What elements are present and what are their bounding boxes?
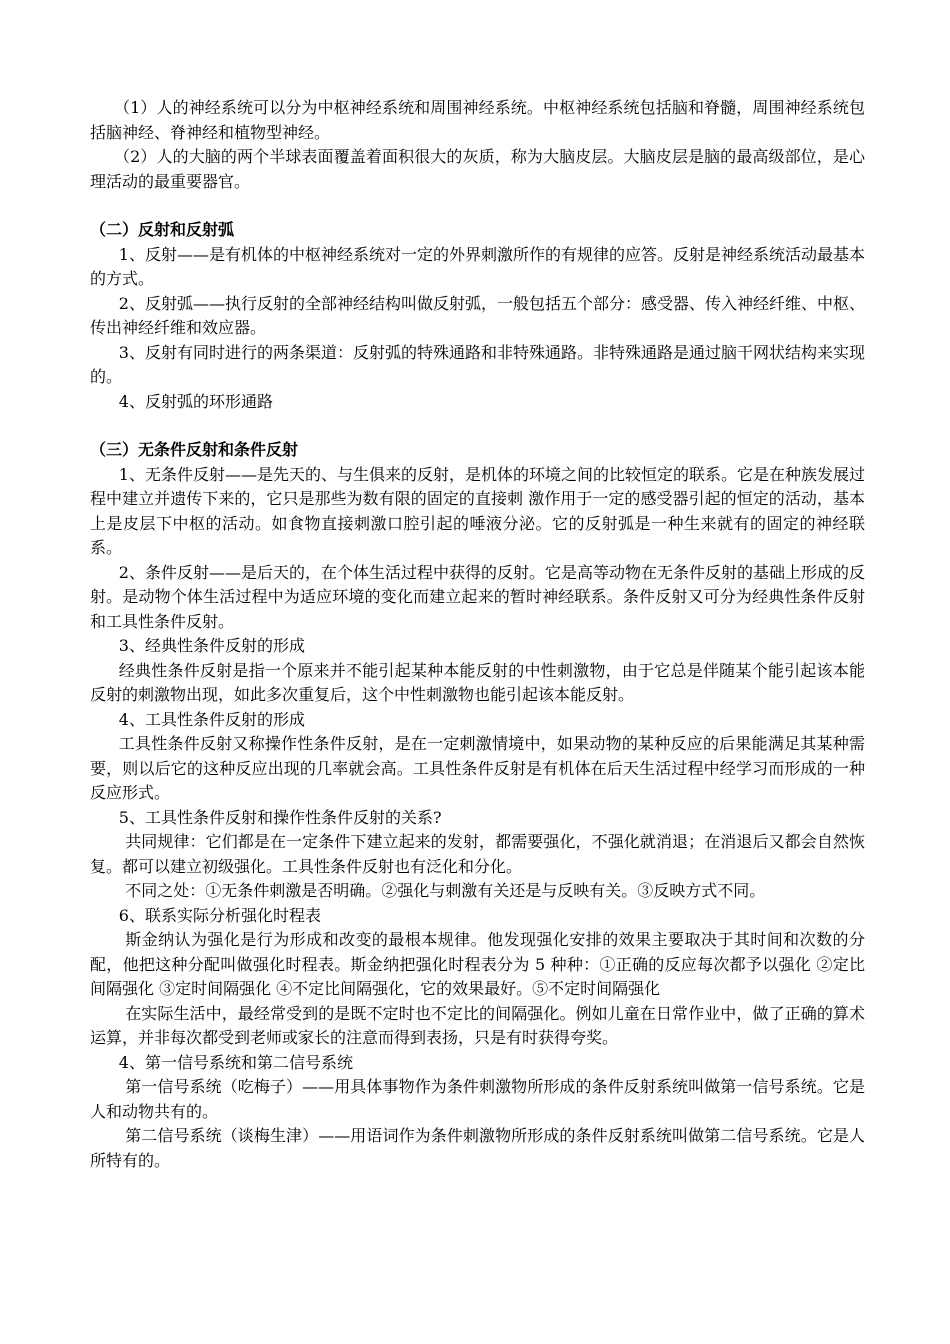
paragraph-reflex-definition: 1、反射——是有机体的中枢神经系统对一定的外界刺激所作的有规律的应答。反射是神经系统活动最基本的方式。 [90,244,865,288]
paragraph-conditioned-reflex: 2、条件反射——是后天的，在个体生活过程中获得的反射。它是高等动物在无条件反射的基础上形成的反射。是动物个体生活过程中为适应环境的变化而建立起来的暂时神经联系。条件反射又可分为经典性条件反射和工具性条件反射。 [90,562,865,631]
paragraph-operant-title: 4、工具性条件反射的形成 [118,709,305,729]
paragraph-classical-body: 经典性条件反射是指一个原来并不能引起某种本能反射的中性刺激物，由于它总是伴随某个能引起该本能反射的刺激物出现，如此多次重复后，这个中性刺激物也能引起该本能反射。 [90,660,865,704]
paragraph-relation-title: 5、工具性条件反射和操作性条件反射的关系? [118,807,442,827]
paragraph-operant-body: 工具性条件反射又称操作性条件反射，是在一定刺激情境中，如果动物的某种反应的后果能满足其某种需要，则以后它的这种反应出现的几率就会高。工具性条件反射是有机体在后天生活过程中经学习而形成的一种反应形式。 [90,734,865,802]
paragraph-nervous-system-division: （1）人的神经系统可以分为中枢神经系统和周围神经系统。中枢神经系统包括脑和脊髓，周围神经系统包括脑神经、脊神经和植物型神经。 [90,98,865,142]
section-heading-reflex-arc: （二）反射和反射弧 [90,220,235,239]
paragraph-first-signal-system: 第一信号系统（吃梅子）——用具体事物作为条件刺激物所形成的条件反射系统叫做第一信号系统。它是人和动物共有的。 [90,1077,865,1121]
paragraph-second-signal-system: 第二信号系统（谈梅生津）——用语词作为条件刺激物所形成的条件反射系统叫做第二信号系统。它是人所特有的。 [90,1126,865,1170]
spacer [90,194,865,218]
paragraph-reflex-loop: 4、反射弧的环形通路 [118,391,273,411]
paragraph-differences: 不同之处：①无条件刺激是否明确。②强化与刺激有关还是与反映有关。③反映方式不同。 [125,881,766,900]
spacer [90,414,865,438]
paragraph-classical-title: 3、经典性条件反射的形成 [118,636,305,655]
paragraph-signal-systems-title: 4、第一信号系统和第二信号系统 [118,1052,353,1072]
paragraph-cerebral-cortex: （2）人的大脑的两个半球表面覆盖着面积很大的灰质，称为大脑皮层。大脑皮层是脑的最高级部位，是心理活动的最重要器官。 [90,147,865,191]
paragraph-skinner: 斯金纳认为强化是行为形成和改变的最根本规律。他发现强化安排的效果主要取决于其时间和次数的分配，他把这种分配叫做强化时程表。斯金纳把强化时程表分为 5 种种：①正确的反应每次都予以强化 ②定比间隔强化 ③定时间隔强化 ④不定比间隔强化，它的效果最好。⑤不定时间隔强化 [90,930,865,998]
paragraph-reflex-arc-definition: 2、反射弧——执行反射的全部神经结构叫做反射弧，一般包括五个部分：感受器、传入神经纤维、中枢、传出神经纤维和效应器。 [90,293,865,337]
paragraph-reflex-channels: 3、反射有同时进行的两条渠道：反射弧的特殊通路和非特殊通路。非特殊通路是通过脑干网状结构来实现的。 [90,342,865,386]
paragraph-real-life: 在实际生活中，最经常受到的是既不定时也不定比的间隔强化。例如儿童在日常作业中，做了正确的算术运算，并非每次都受到老师或家长的注意而得到表扬，只是有时获得夸奖。 [90,1003,865,1047]
section-heading-conditioned-reflex: （三）无条件反射和条件反射 [90,440,299,459]
paragraph-schedule-title: 6、联系实际分析强化时程表 [118,905,321,925]
paragraph-common-rules: 共同规律：它们都是在一定条件下建立起来的发射，都需要强化，不强化就消退；在消退后又都会自然恢复。都可以建立初级强化。工具性条件反射也有泛化和分化。 [90,832,865,876]
document-page [90,96,865,1173]
paragraph-unconditioned-reflex: 1、无条件反射——是先天的、与生俱来的反射，是机体的环境之间的比较恒定的联系。它是在种族发展过程中建立并遗传下来的，它只是那些为数有限的固定的直接刺 激作用于一定的感受器引起的恒定的活动，基本上是皮层下中枢的活动。如食物直接刺激口腔引起的唾液分泌。它的反射弧是一种生来就有的固定的神经联系。 [90,464,865,557]
